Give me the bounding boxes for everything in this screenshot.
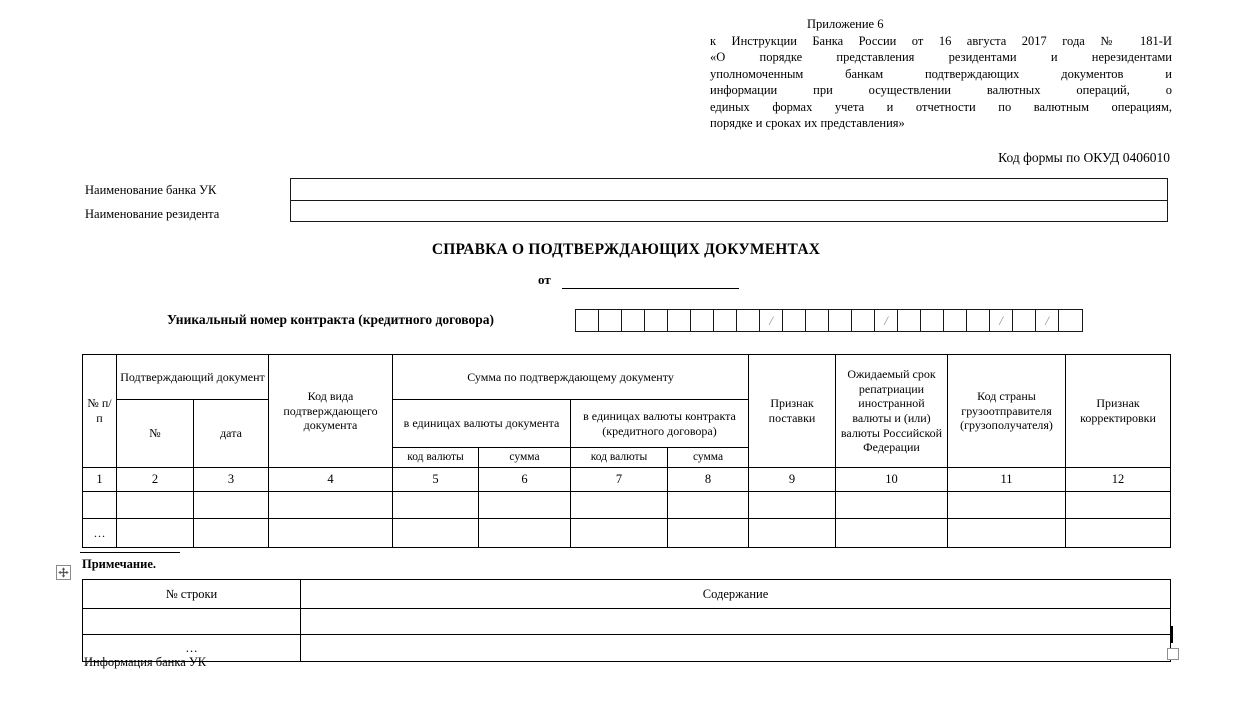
header-amount-group: Сумма по подтверждающему документу	[393, 355, 749, 400]
column-number: 10	[836, 468, 948, 492]
unk-digit-cell[interactable]	[806, 310, 829, 331]
table-cell[interactable]	[668, 519, 749, 548]
column-number: 1	[83, 468, 117, 492]
resident-name-field[interactable]	[291, 200, 1167, 221]
appendix-line: Приложение 6	[807, 17, 884, 31]
table-resize-handle-icon[interactable]	[1167, 648, 1179, 660]
table-cell[interactable]: …	[83, 519, 117, 548]
note-table	[82, 579, 1171, 662]
unk-separator: /	[990, 310, 1013, 331]
unk-digit-cell[interactable]	[944, 310, 967, 331]
appendix-line: «О порядке представления резидентами и нерезидентами	[710, 50, 1172, 64]
header-currency-code: код валюты	[393, 448, 479, 468]
table-cell[interactable]	[749, 492, 836, 519]
four-arrows-icon	[58, 567, 69, 578]
header-confirm-doc: Подтверждающий документ	[117, 355, 269, 400]
unique-contract-number-label: Уникальный номер контракта (кредитного договора)	[167, 312, 494, 327]
table-cell[interactable]	[269, 519, 393, 548]
table-cell[interactable]	[194, 492, 269, 519]
appendix-line: уполномоченным банкам подтверждающих документов и	[710, 66, 1172, 81]
note-cell[interactable]	[83, 609, 301, 635]
unk-digit-cell[interactable]	[967, 310, 990, 331]
page-title: СПРАВКА О ПОДТВЕРЖДАЮЩИХ ДОКУМЕНТАХ	[431, 241, 821, 258]
unk-digit-cell[interactable]	[576, 310, 599, 331]
bank-name-field[interactable]	[291, 179, 1167, 200]
column-number: 11	[948, 468, 1066, 492]
header-doc-currency-group: в единицах валюты документа	[393, 400, 571, 448]
table-cell[interactable]	[479, 519, 571, 548]
header-amount: сумма	[668, 448, 749, 468]
note-label: Примечание.	[82, 557, 157, 571]
unk-digit-cell[interactable]	[714, 310, 737, 331]
table-cell[interactable]	[948, 492, 1066, 519]
table-move-handle-icon[interactable]	[56, 565, 71, 580]
appendix-line: к Инструкции Банка России от 16 августа 2017 года № 181-И	[710, 33, 1172, 48]
footnote-rule	[80, 552, 180, 553]
column-number: 8	[668, 468, 749, 492]
okud-form-code: Код формы по ОКУД 0406010	[998, 150, 1170, 165]
unk-digit-cell[interactable]	[852, 310, 875, 331]
table-cell[interactable]	[836, 519, 948, 548]
note-cell[interactable]	[301, 609, 1171, 635]
header-correction-sign: Признак корректировки	[1066, 355, 1171, 468]
header-contract-currency-group: в единицах валюты контракта (кредитного договора)	[571, 400, 749, 448]
header-doc-date: дата	[194, 400, 269, 468]
date-prefix-label: от	[538, 272, 551, 287]
unk-separator: /	[760, 310, 783, 331]
header-currency-code: код валюты	[571, 448, 668, 468]
table-cell[interactable]	[571, 519, 668, 548]
table-cell[interactable]	[479, 492, 571, 519]
unk-digit-cell[interactable]	[645, 310, 668, 331]
bank-name-label: Наименование банка УК	[85, 183, 217, 197]
column-number: 3	[194, 468, 269, 492]
header-repatriation: Ожидаемый срок репатриации иностранной валюты и (или) валюты Российской Федерации	[836, 355, 948, 468]
note-cell[interactable]: …	[83, 635, 301, 662]
unk-digit-cell[interactable]	[1013, 310, 1036, 331]
table-cell[interactable]	[393, 492, 479, 519]
unique-contract-number-cells	[575, 309, 1083, 332]
table-cell[interactable]	[948, 519, 1066, 548]
table-cell[interactable]	[571, 492, 668, 519]
table-cell[interactable]	[269, 492, 393, 519]
table-cell[interactable]	[836, 492, 948, 519]
header-num: № п/п	[83, 355, 117, 468]
table-cell[interactable]	[83, 492, 117, 519]
unk-digit-cell[interactable]	[829, 310, 852, 331]
table-cell[interactable]	[393, 519, 479, 548]
column-number: 5	[393, 468, 479, 492]
unk-digit-cell[interactable]	[737, 310, 760, 331]
appendix-reference-block	[710, 16, 1172, 132]
unk-separator: /	[875, 310, 898, 331]
unk-digit-cell[interactable]	[599, 310, 622, 331]
unk-digit-cell[interactable]	[622, 310, 645, 331]
text-cursor	[1171, 626, 1173, 643]
column-number: 7	[571, 468, 668, 492]
table-cell[interactable]	[749, 519, 836, 548]
unk-digit-cell[interactable]	[1059, 310, 1082, 331]
table-cell[interactable]	[117, 492, 194, 519]
unk-digit-cell[interactable]	[783, 310, 806, 331]
appendix-line: единых формах учета и отчетности по валютным операциям,	[710, 99, 1172, 114]
header-doc-no: №	[117, 400, 194, 468]
resident-name-label: Наименование резидента	[85, 207, 220, 221]
supporting-documents-table	[82, 354, 1171, 548]
column-number: 9	[749, 468, 836, 492]
unk-digit-cell[interactable]	[691, 310, 714, 331]
table-cell[interactable]	[1066, 519, 1171, 548]
column-number: 2	[117, 468, 194, 492]
header-doc-type-code: Код вида подтверждающего документа	[269, 355, 393, 468]
note-header-content: Содержание	[301, 580, 1171, 609]
bank-info-label: Информация банка УК	[84, 655, 207, 669]
unk-digit-cell[interactable]	[898, 310, 921, 331]
column-number: 6	[479, 468, 571, 492]
header-amount: сумма	[479, 448, 571, 468]
table-cell[interactable]	[668, 492, 749, 519]
column-number: 12	[1066, 468, 1171, 492]
unk-digit-cell[interactable]	[921, 310, 944, 331]
appendix-line: информации при осуществлении валютных операций, о	[710, 83, 1172, 97]
table-cell[interactable]	[117, 519, 194, 548]
column-number: 4	[269, 468, 393, 492]
note-cell[interactable]	[301, 635, 1171, 662]
table-cell[interactable]	[194, 519, 269, 548]
header-delivery-sign: Признак поставки	[749, 355, 836, 468]
table-cell[interactable]	[1066, 492, 1171, 519]
note-header-line-no: № строки	[83, 580, 301, 609]
name-fields-box	[290, 178, 1168, 222]
header-country-code: Код страны грузоотправителя (грузополучателя)	[948, 355, 1066, 468]
appendix-line: порядке и сроках их представления»	[710, 116, 905, 130]
unk-digit-cell[interactable]	[668, 310, 691, 331]
unk-separator: /	[1036, 310, 1059, 331]
date-field[interactable]	[562, 271, 739, 289]
